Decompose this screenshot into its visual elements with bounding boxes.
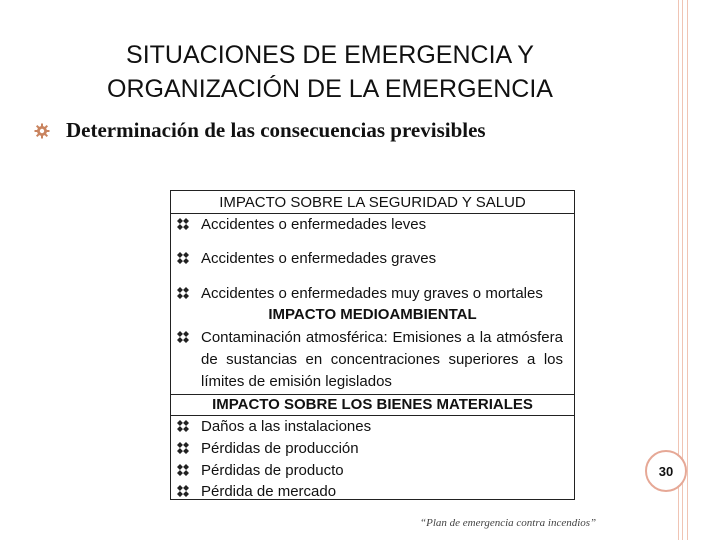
- item-text: Pérdidas de producto: [201, 462, 344, 479]
- list-item: [171, 460, 574, 482]
- diamond-bullet-icon: [177, 331, 189, 343]
- diamond-bullet-icon: [177, 420, 189, 432]
- list-item: [171, 214, 574, 236]
- section-header-seguridad-salud: IMPACTO SOBRE LA SEGURIDAD Y SALUD: [171, 193, 574, 214]
- diamond-bullet-icon: [177, 442, 189, 454]
- page-number-badge: [645, 450, 687, 492]
- diamond-bullet-icon: [177, 464, 189, 476]
- section-header-bienes-materiales: IMPACTO SOBRE LOS BIENES MATERIALES: [171, 394, 574, 416]
- diamond-bullet-icon: [177, 218, 189, 230]
- page-number: 30: [658, 463, 674, 479]
- item-text: Contaminación atmosférica: Emisiones a la atmósfera de sustancias en concentraciones superiores a los límites de emisión legislados: [201, 329, 563, 390]
- section-header-medioambiental: IMPACTO MEDIOAMBIENTAL: [268, 306, 477, 323]
- footer-caption: “Plan de emergencia contra incendios”: [420, 517, 597, 529]
- item-text: Pérdidas de producción: [201, 440, 359, 457]
- title-line-2: ORGANIZACIÓN DE LA EMERGENCIA: [107, 75, 553, 103]
- item-text: Pérdida de mercado: [201, 483, 337, 500]
- list-item: [171, 327, 574, 393]
- diamond-bullet-icon: [177, 252, 189, 264]
- slide-title: [40, 38, 620, 106]
- list-item: [171, 283, 574, 305]
- list-item: [171, 248, 574, 270]
- gear-icon: [34, 123, 50, 139]
- diamond-bullet-icon: [177, 287, 189, 299]
- list-item: [171, 481, 574, 503]
- item-text: Accidentes o enfermedades graves: [201, 250, 437, 267]
- subtitle: Determinación de las consecuencias previsibles: [66, 118, 486, 142]
- title-line-1: SITUACIONES DE EMERGENCIA Y: [126, 41, 534, 69]
- item-text: Daños a las instalaciones: [201, 418, 372, 435]
- item-text: Accidentes o enfermedades leves: [201, 216, 427, 233]
- list-item: [171, 438, 574, 460]
- subtitle-row: [34, 118, 486, 143]
- diamond-bullet-icon: [177, 485, 189, 497]
- decorative-line: [687, 0, 688, 540]
- list-item: [171, 416, 574, 438]
- item-text: Accidentes o enfermedades muy graves o mortales: [201, 285, 543, 302]
- impact-table: [170, 190, 575, 500]
